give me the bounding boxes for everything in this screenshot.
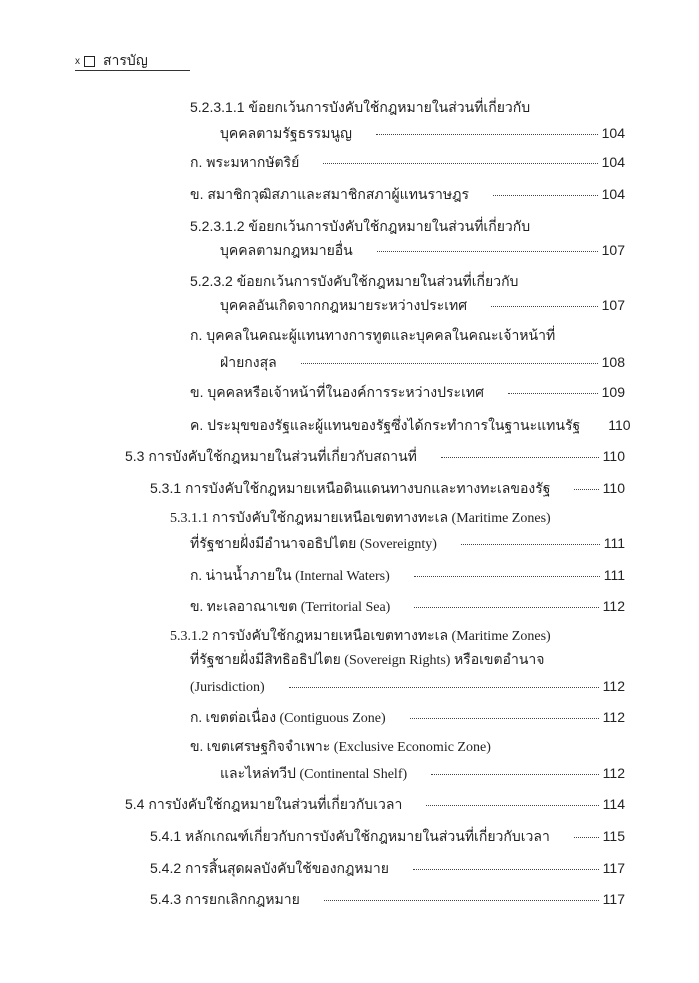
toc-entry-title: บุคคลอันเกิดจากกฎหมายระหว่างประเทศ	[220, 297, 468, 313]
toc-page-number: 110	[608, 417, 631, 433]
toc-entry-title: ที่รัฐชายฝั่งมีสิทธิอธิปไตย (Sovereign Rights) หรือเขตอำนาจ	[190, 653, 545, 668]
toc-page-number: 104	[601, 125, 625, 141]
toc-entry	[150, 479, 625, 497]
toc-entry-title: (Jurisdiction)	[190, 680, 265, 695]
toc-entry-continuation	[190, 534, 625, 554]
toc-entry	[190, 272, 625, 290]
toc-entry	[170, 628, 625, 646]
toc-entry	[190, 326, 625, 344]
dot-leader	[461, 543, 600, 545]
toc-entry	[170, 510, 625, 528]
dot-leader	[441, 456, 599, 458]
dot-leader	[410, 717, 599, 719]
dot-leader	[414, 606, 598, 608]
dot-leader	[324, 899, 599, 901]
toc-page-number: 107	[601, 242, 625, 258]
toc-entry-title: 5.4.1 หลักเกณฑ์เกี่ยวกับการบังคับใช้กฎหมายในส่วนที่เกี่ยวกับเวลา	[150, 828, 550, 844]
toc-entry-continuation	[220, 353, 625, 371]
toc-entry	[150, 827, 625, 845]
toc-entry	[190, 98, 625, 116]
checkbox-square-icon	[84, 56, 95, 67]
toc-page-number: 112	[602, 598, 625, 614]
toc-entry-title: 5.2.3.1.1 ข้อยกเว้นการบังคับใช้กฎหมายในส่วนที่เกี่ยวกับ	[190, 99, 531, 115]
toc-entry-title: 5.3.1 การบังคับใช้กฎหมายเหนือดินแดนทางบกและทางทะเลของรัฐ	[150, 480, 551, 496]
toc-entry-continuation	[220, 764, 625, 784]
dot-leader	[323, 162, 597, 164]
dot-leader	[301, 362, 598, 364]
dot-leader	[508, 392, 598, 394]
toc-page-number: 111	[603, 535, 625, 551]
header-title: สารบัญ	[103, 52, 148, 68]
toc-entry-title: บุคคลตามรัฐธรรมนูญ	[220, 125, 352, 141]
header-marker: x	[75, 55, 80, 67]
toc-page-number: 112	[602, 678, 625, 694]
toc-page-number: 110	[602, 480, 625, 496]
dot-leader	[376, 133, 598, 135]
toc-entry-title: ที่รัฐชายฝั่งมีอำนาจอธิปไตย (Sovereignty)	[190, 537, 437, 552]
toc-entry-continuation	[190, 677, 625, 697]
dot-leader	[413, 868, 599, 870]
toc-entry	[190, 708, 625, 728]
toc-entry-title: ข. สมาชิกวุฒิสภาและสมาชิกสภาผู้แทนราษฎร	[190, 186, 470, 202]
toc-entry	[190, 566, 625, 586]
toc-entry-title: และไหล่ทวีป (Continental Shelf)	[220, 767, 408, 782]
toc-entry-title: ก. เขตต่อเนื่อง (Contiguous Zone)	[190, 711, 386, 726]
toc-entry	[190, 416, 631, 434]
toc-page-number: 117	[602, 891, 625, 907]
toc-entry-title: ข. ทะเลอาณาเขต (Territorial Sea)	[190, 600, 391, 615]
toc-page-number: 109	[601, 384, 625, 400]
dot-leader	[574, 836, 599, 838]
dot-leader	[414, 575, 600, 577]
toc-entry-title: ฝ่ายกงสุล	[220, 354, 277, 370]
toc-entry-title: 5.3 การบังคับใช้กฎหมายในส่วนที่เกี่ยวกับสถานที่	[125, 448, 417, 464]
toc-page-number: 117	[602, 860, 625, 876]
dot-leader	[574, 488, 598, 490]
toc-page-number: 115	[602, 828, 625, 844]
toc-entry	[190, 153, 625, 171]
toc-entry	[190, 597, 625, 617]
toc-entry-title: ก. พระมหากษัตริย์	[190, 154, 300, 170]
toc-page-number: 111	[603, 567, 625, 583]
toc-entry-title: 5.3.1.1 การบังคับใช้กฎหมายเหนือเขตทางทะเล (Maritime Zones)	[170, 511, 551, 526]
toc-entry	[190, 185, 625, 203]
toc-entry-title: 5.2.3.1.2 ข้อยกเว้นการบังคับใช้กฎหมายในส่วนที่เกี่ยวกับ	[190, 218, 531, 234]
toc-page-number: 104	[601, 154, 625, 170]
toc-entry-title: ก. บุคคลในคณะผู้แทนทางการทูตและบุคคลในคณะเจ้าหน้าที่	[190, 327, 556, 343]
toc-entry	[190, 217, 625, 235]
toc-entry	[150, 859, 625, 877]
header-rule	[75, 70, 190, 71]
toc-entry-continuation	[220, 241, 625, 259]
toc-entry-title: ข. เขตเศรษฐกิจจำเพาะ (Exclusive Economic Zone)	[190, 740, 491, 755]
dot-leader	[491, 305, 598, 307]
toc-entry	[150, 890, 625, 908]
toc-entry-title: ค. ประมุขของรัฐและผู้แทนของรัฐซึ่งได้กระทำการในฐานะแทนรัฐ	[190, 417, 581, 433]
toc-entry-title: 5.4.3 การยกเลิกกฎหมาย	[150, 891, 300, 907]
toc-page-number: 112	[602, 765, 625, 781]
toc-entry-title: 5.2.3.2 ข้อยกเว้นการบังคับใช้กฎหมายในส่วนที่เกี่ยวกับ	[190, 273, 519, 289]
dot-leader	[431, 773, 599, 775]
dot-leader	[377, 250, 598, 252]
toc-entry-title: 5.3.1.2 การบังคับใช้กฎหมายเหนือเขตทางทะเล (Maritime Zones)	[170, 629, 551, 644]
toc-entry	[125, 447, 625, 465]
toc-page-number: 112	[602, 709, 625, 725]
toc-entry-title: 5.4 การบังคับใช้กฎหมายในส่วนที่เกี่ยวกับเวลา	[125, 796, 403, 812]
toc-entry-continuation	[220, 296, 625, 314]
running-header	[75, 50, 148, 72]
toc-entry	[190, 383, 625, 401]
toc-entry-title: 5.4.2 การสิ้นสุดผลบังคับใช้ของกฎหมาย	[150, 860, 389, 876]
toc-entry	[190, 739, 625, 757]
toc-page-number: 104	[601, 186, 625, 202]
toc-entry-title: ก. น่านน้ำภายใน (Internal Waters)	[190, 569, 390, 584]
toc-page-number: 107	[601, 297, 625, 313]
toc-page-number: 108	[601, 354, 625, 370]
toc-page-number: 110	[602, 448, 625, 464]
dot-leader	[289, 686, 599, 688]
toc-entry-title: บุคคลตามกฎหมายอื่น	[220, 242, 353, 258]
toc-entry-continuation	[190, 652, 625, 670]
toc-entry-title: ข. บุคคลหรือเจ้าหน้าที่ในองค์การระหว่างประเทศ	[190, 384, 484, 400]
toc-page-number: 114	[602, 796, 625, 812]
toc-entry-continuation	[220, 124, 625, 142]
dot-leader	[426, 804, 598, 806]
toc-entry	[125, 795, 625, 813]
dot-leader	[493, 194, 598, 196]
